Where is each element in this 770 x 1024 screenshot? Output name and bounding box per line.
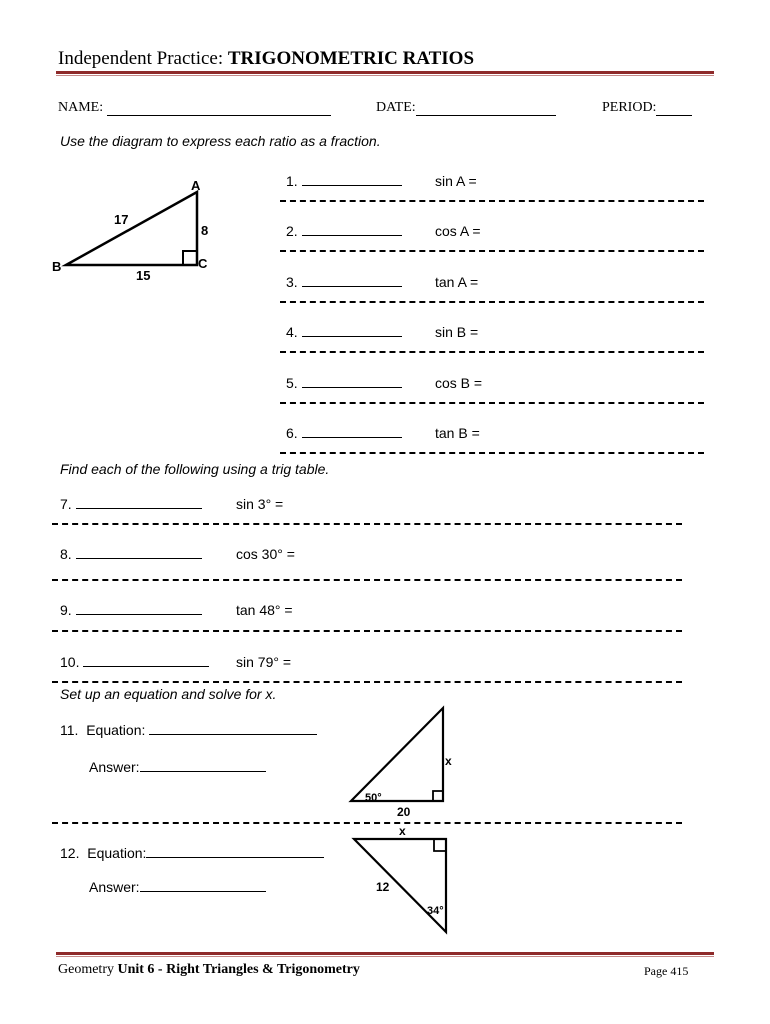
question-7: 7. [60,496,202,512]
side-20-label: 20 [397,805,411,819]
dashed-divider [280,301,704,303]
answer-blank-9[interactable] [76,602,202,615]
page-number: Page 415 [644,964,689,978]
side-bc-label: 15 [136,268,151,283]
question-9-expr: tan 48° = [236,602,293,618]
name-blank[interactable] [107,101,331,116]
dashed-divider [280,200,704,202]
question-1-expr: sin A = [435,173,477,189]
dashed-divider [52,579,682,581]
triangle-12 [350,822,460,940]
period-blank[interactable] [656,101,692,116]
section2-instruction: Find each of the following using a trig table. [60,461,330,477]
vertex-c-label: C [198,256,208,271]
dashed-divider [280,351,704,353]
answer-blank-3[interactable] [302,274,402,287]
question-2: 2. [286,223,402,239]
dashed-divider [280,452,704,454]
question-10-expr: sin 79° = [236,654,292,670]
dashed-divider [280,250,704,252]
answer-blank-11[interactable] [140,759,266,772]
page-title: Independent Practice: TRIGONOMETRIC RATIOS [58,48,475,69]
date-blank[interactable] [416,101,556,116]
dashed-divider [52,630,682,632]
dashed-divider [52,523,682,525]
side-x-label-11: x [445,754,452,768]
question-5-expr: cos B = [435,375,483,391]
answer-blank-7[interactable] [76,496,202,509]
question-11-answer: Answer: [89,759,266,775]
question-9: 9. [60,602,202,618]
footer-rule-thin [56,956,714,957]
question-6-expr: tan B = [435,425,480,441]
vertex-a-label: A [191,178,201,193]
dashed-divider [52,681,682,683]
answer-blank-1[interactable] [302,173,402,186]
equation-blank-12[interactable] [146,845,324,858]
question-10: 10. [60,654,209,670]
question-8-expr: cos 30° = [236,546,295,562]
question-7-expr: sin 3° = [236,496,284,512]
question-6: 6. [286,425,402,441]
answer-blank-10[interactable] [83,654,209,667]
question-8: 8. [60,546,202,562]
dashed-divider [280,402,704,404]
question-4: 4. [286,324,402,340]
side-12-label: 12 [376,880,390,894]
equation-blank-11[interactable] [149,722,317,735]
answer-blank-4[interactable] [302,324,402,337]
vertex-b-label: B [52,259,62,274]
side-x-label-12: x [399,824,406,838]
answer-blank-8[interactable] [76,546,202,559]
question-2-expr: cos A = [435,223,481,239]
answer-blank-2[interactable] [302,223,402,236]
side-ab-label: 17 [114,212,129,227]
section1-instruction: Use the diagram to express each ratio as a fraction. [60,133,381,149]
question-3: 3. [286,274,402,290]
side-ac-label: 8 [201,223,209,238]
question-1: 1. [286,173,402,189]
name-field: NAME: [58,100,331,116]
angle-label-11: 50° [365,792,382,804]
answer-blank-12[interactable] [140,879,266,892]
question-4-expr: sin B = [435,324,479,340]
triangle-11 [345,702,465,840]
footer-rule [56,952,714,955]
answer-blank-5[interactable] [302,375,402,388]
question-11-equation: 11. Equation: [60,722,317,738]
section3-instruction: Set up an equation and solve for x. [60,686,277,702]
header-rule [56,71,714,74]
period-field: PERIOD: [602,100,692,116]
angle-label-12: 34° [427,905,444,917]
question-5: 5. [286,375,402,391]
footer-text: Geometry Unit 6 - Right Triangles & Trigonometry [58,962,360,977]
answer-blank-6[interactable] [302,425,402,438]
right-triangle-abc [50,172,230,287]
question-3-expr: tan A = [435,274,479,290]
question-12-equation: 12. Equation: [60,845,324,861]
question-12-answer: Answer: [89,879,266,895]
date-field: DATE: [376,100,556,116]
header-rule-thin [56,75,714,76]
